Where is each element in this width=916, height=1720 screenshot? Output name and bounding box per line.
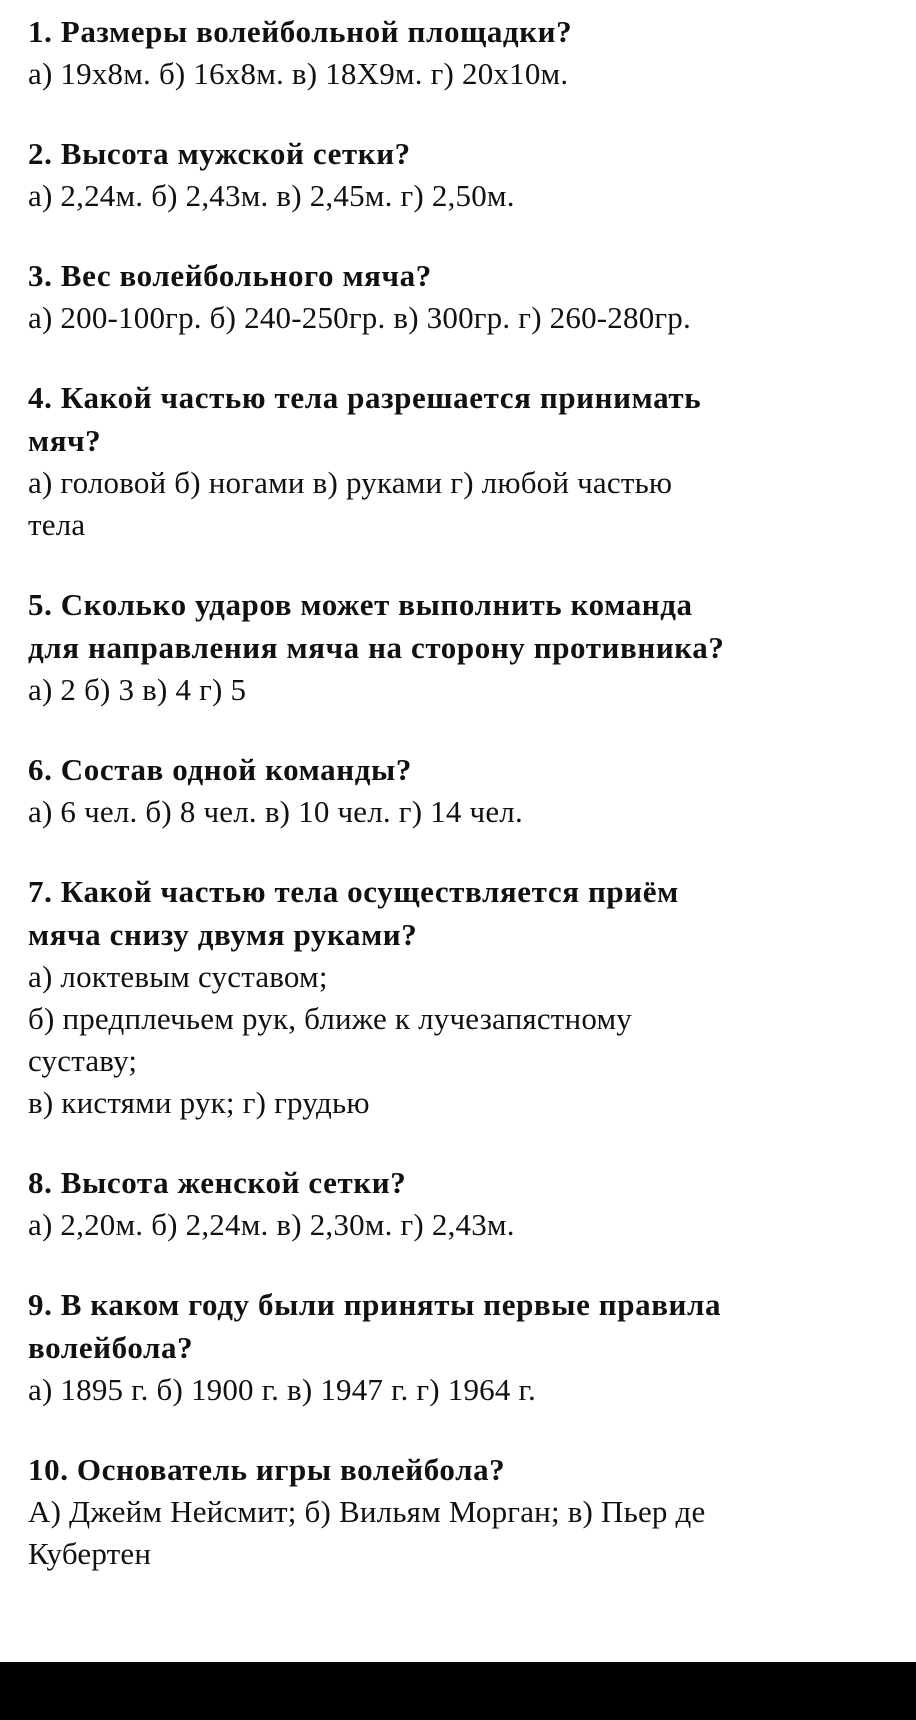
question-6	[28, 748, 898, 833]
question-title-line: 4. Какой частью тела разрешается принимать	[28, 380, 702, 415]
question-answers: а) 2,20м. б) 2,24м. в) 2,30м. г) 2,43м.	[28, 1207, 515, 1242]
question-8	[28, 1161, 898, 1246]
question-title-line: мяч?	[28, 423, 102, 458]
bottom-black-bar	[0, 1662, 916, 1720]
question-4	[28, 376, 898, 546]
question-title-line: 9. В каком году были приняты первые правила	[28, 1287, 722, 1322]
question-5	[28, 583, 898, 711]
question-answers: а) 2,24м. б) 2,43м. в) 2,45м. г) 2,50м.	[28, 178, 515, 213]
question-title-line: 5. Сколько ударов может выполнить команда	[28, 587, 693, 622]
question-1	[28, 10, 898, 95]
question-title-line: 7. Какой частью тела осуществляется приём	[28, 874, 679, 909]
question-3	[28, 254, 898, 339]
question-answers: а) 1895 г. б) 1900 г. в) 1947 г. г) 1964 г.	[28, 1372, 536, 1407]
question-answers: а) 19х8м. б) 16х8м. в) 18Х9м. г) 20х10м.	[28, 56, 569, 91]
question-answers: А) Джейм Нейсмит; б) Вильям Морган; в) Пьер де	[28, 1494, 706, 1529]
question-answers: тела	[28, 507, 86, 542]
question-title-line: волейбола?	[28, 1330, 194, 1365]
question-10	[28, 1448, 898, 1575]
question-9	[28, 1283, 898, 1411]
question-answer-line: в) кистями рук; г) грудью	[28, 1085, 370, 1120]
question-title-line: мяча снизу двумя руками?	[28, 917, 418, 952]
quiz-list	[28, 10, 898, 1612]
question-title: 10. Основатель игры волейбола?	[28, 1452, 506, 1487]
question-title-line: для направления мяча на сторону противника?	[28, 630, 725, 665]
question-title: 1. Размеры волейбольной площадки?	[28, 14, 573, 49]
question-title: 6. Состав одной команды?	[28, 752, 412, 787]
question-title: 8. Высота женской сетки?	[28, 1165, 407, 1200]
question-answers: а) 200-100гр. б) 240-250гр. в) 300гр. г) 260-280гр.	[28, 300, 691, 335]
question-title: 3. Вес волейбольного мяча?	[28, 258, 432, 293]
question-2	[28, 132, 898, 217]
question-answer-line: суставу;	[28, 1043, 138, 1078]
question-7	[28, 870, 898, 1124]
question-answer-line: б) предплечьем рук, ближе к лучезапястному	[28, 1001, 632, 1036]
question-answer-line: а) локтевым суставом;	[28, 959, 328, 994]
question-answers: а) 2 б) 3 в) 4 г) 5	[28, 672, 247, 707]
question-answers: а) 6 чел. б) 8 чел. в) 10 чел. г) 14 чел.	[28, 794, 523, 829]
question-answers: а) головой б) ногами в) руками г) любой частью	[28, 465, 673, 500]
question-answers: Кубертен	[28, 1536, 152, 1571]
question-title: 2. Высота мужской сетки?	[28, 136, 411, 171]
